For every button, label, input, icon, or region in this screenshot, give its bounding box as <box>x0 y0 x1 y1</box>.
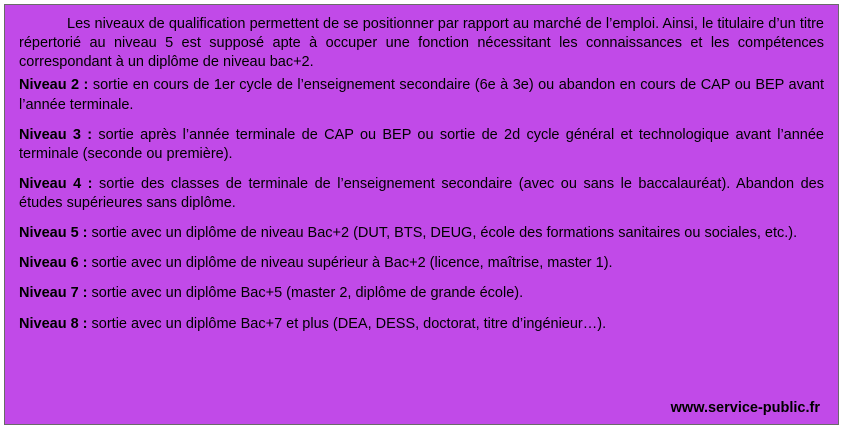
level-item-4 <box>19 164 824 213</box>
level-text-6: sortie avec un diplôme de niveau supérieur à Bac+2 (licence, maîtrise, master 1). <box>87 255 613 272</box>
level-text-5: sortie avec un diplôme de niveau Bac+2 (DUT, BTS, DEUG, école des formations sanitaires ou sociales, etc.). <box>87 225 798 242</box>
level-text-8: sortie avec un diplôme Bac+7 et plus (DEA, DESS, doctorat, titre d’ingénieur…). <box>87 315 607 332</box>
level-item-6 <box>19 243 824 273</box>
source-attribution: www.service-public.fr <box>670 400 820 416</box>
level-text-3: sortie après l’année terminale de CAP ou BEP ou sortie de 2d cycle général et technologique avant l’année terminale (seconde ou première). <box>19 126 824 162</box>
level-text-2: sortie en cours de 1er cycle de l’enseignement secondaire (6e à 3e) ou abandon en cours de CAP ou BEP avant l’année terminale. <box>19 77 824 113</box>
level-label-7: Niveau 7 : <box>19 285 88 302</box>
level-label-6: Niveau 6 : <box>19 255 88 272</box>
level-label-5: Niveau 5 : <box>19 225 88 242</box>
level-item-7 <box>19 273 824 303</box>
level-text-7: sortie avec un diplôme Bac+5 (master 2, diplôme de grande école). <box>87 285 524 302</box>
qualification-levels-panel <box>4 4 839 425</box>
level-label-8: Niveau 8 : <box>19 315 88 332</box>
level-item-5 <box>19 213 824 243</box>
level-item-3 <box>19 115 824 164</box>
level-text-4: sortie des classes de terminale de l’enseignement secondaire (avec ou sans le baccalauréat). Abandon des études supérieures sans diplôme. <box>19 175 824 211</box>
level-label-3: Niveau 3 : <box>19 126 93 143</box>
intro-paragraph: Les niveaux de qualification permettent de se positionner par rapport au marché de l’emploi. Ainsi, le titulaire d’un titre répertorié au niveau 5 est supposé apte à occuper une fonction nécessitant les connaissances et les compétences correspondant à un diplôme de niveau bac+2. <box>19 16 824 71</box>
level-item-8 <box>19 304 824 334</box>
level-label-4: Niveau 4 : <box>19 175 93 192</box>
level-item-2 <box>19 74 824 114</box>
level-label-2: Niveau 2 : <box>19 77 89 94</box>
